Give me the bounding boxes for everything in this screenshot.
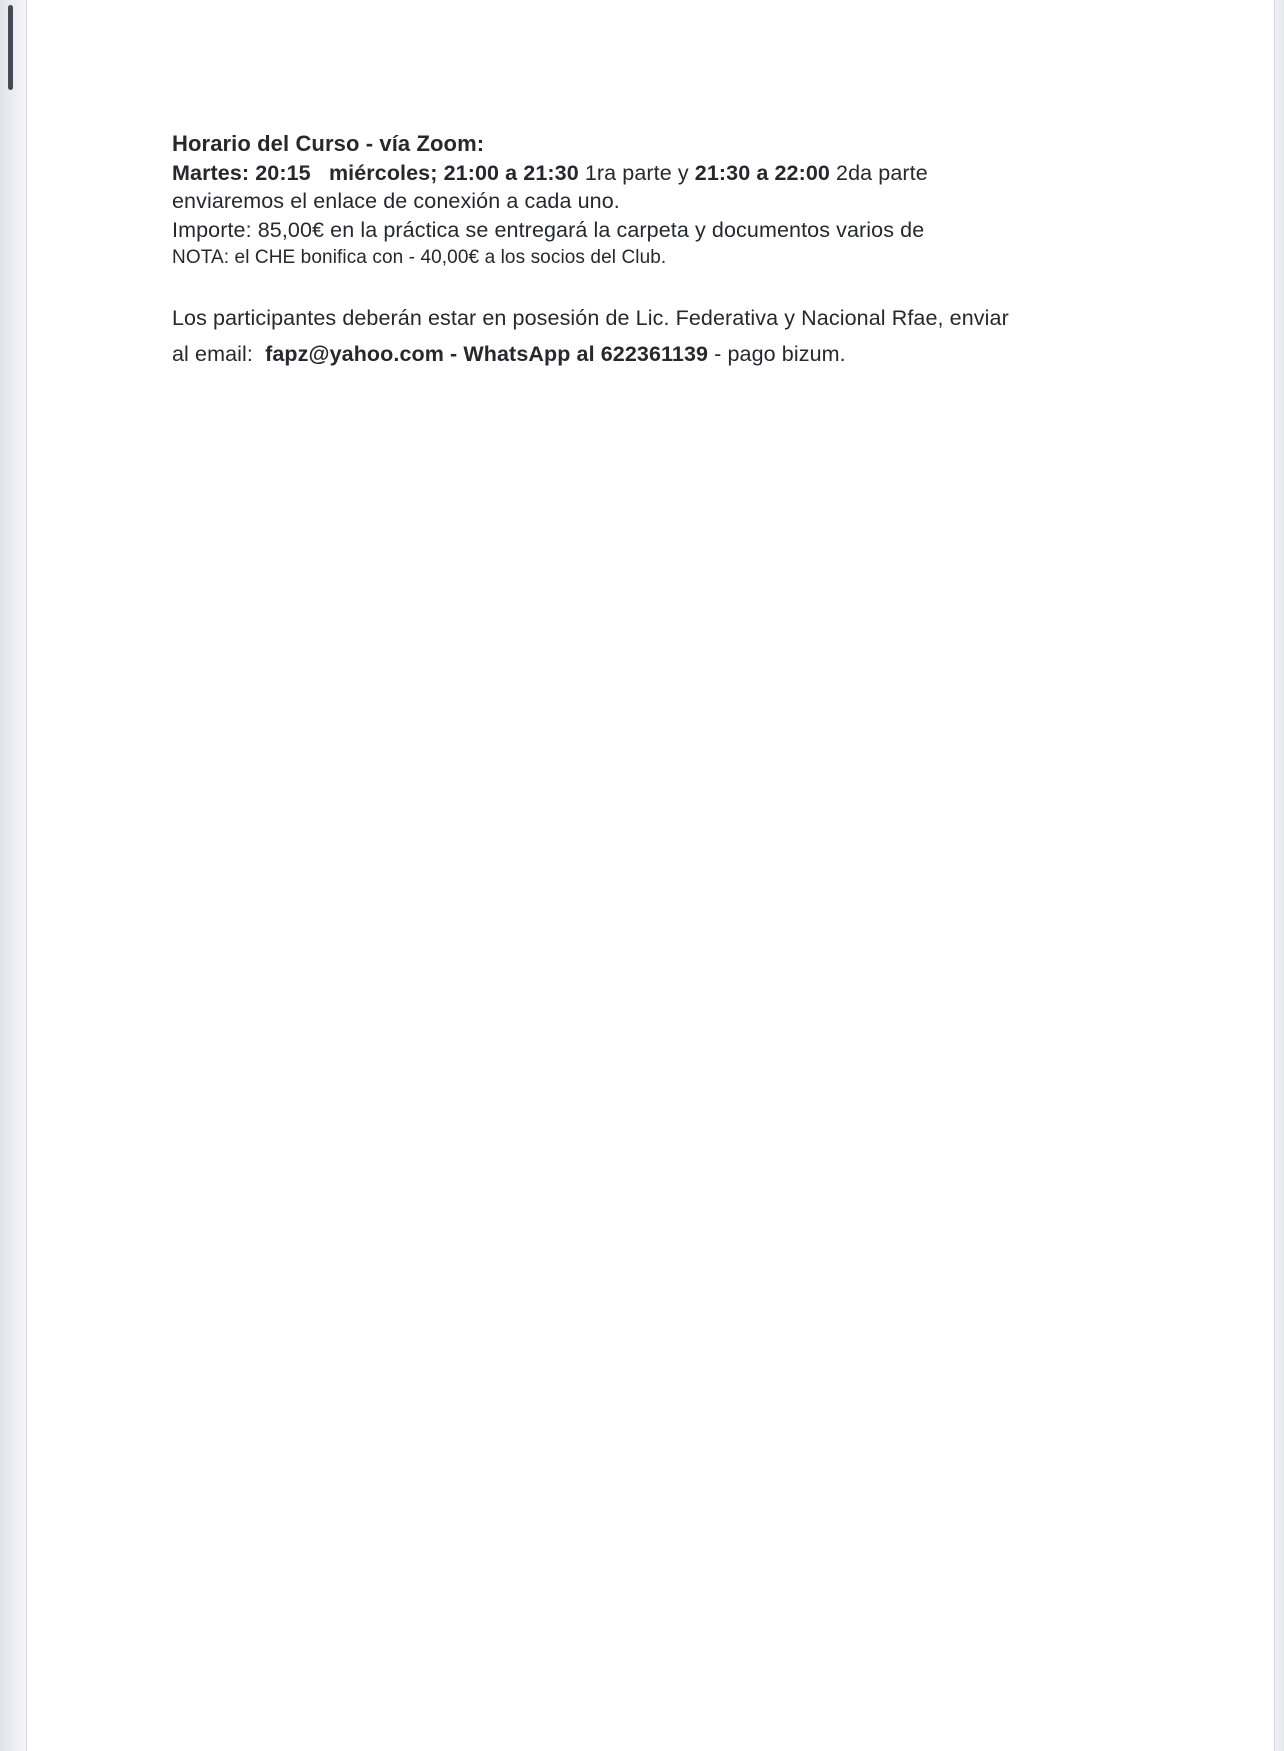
schedule-part2-label: 2da parte <box>829 160 928 185</box>
contact-email-label: al email: <box>172 341 266 366</box>
page-left-edge <box>0 0 27 1751</box>
schedule-days-times: Martes: 20:15 miércoles; 21:00 a 21:30 <box>172 160 579 185</box>
connection-link-line: enviaremos el enlace de conexión a cada uno. <box>172 189 620 213</box>
nota-discount-line: NOTA: el CHE bonifica con - 40,00€ a los socios del Club. <box>172 247 667 268</box>
page-right-edge <box>1274 0 1284 1751</box>
document-content <box>172 130 1132 372</box>
contact-email-and-phone: fapz@yahoo.com - WhatsApp al 622361139 <box>265 341 709 366</box>
contact-paragraph <box>172 300 1132 372</box>
requirements-line: Los participantes deberán estar en posesión de Lic. Federativa y Nacional Rfae, enviar <box>172 305 1009 330</box>
schedule-part2-time: 21:30 a 22:00 <box>694 160 830 185</box>
course-schedule-heading: Horario del Curso - vía Zoom: <box>172 131 485 156</box>
price-line: Importe: 85,00€ en la práctica se entregará la carpeta y documentos varios de <box>172 217 925 242</box>
schedule-part1-label: 1ra parte y <box>578 160 695 185</box>
schedule-times-line <box>172 159 1132 188</box>
scrollbar-thumb[interactable] <box>8 5 13 90</box>
contact-line <box>172 336 1132 372</box>
course-schedule-paragraph <box>172 130 1132 273</box>
contact-payment-label: - pago bizum. <box>708 341 846 366</box>
